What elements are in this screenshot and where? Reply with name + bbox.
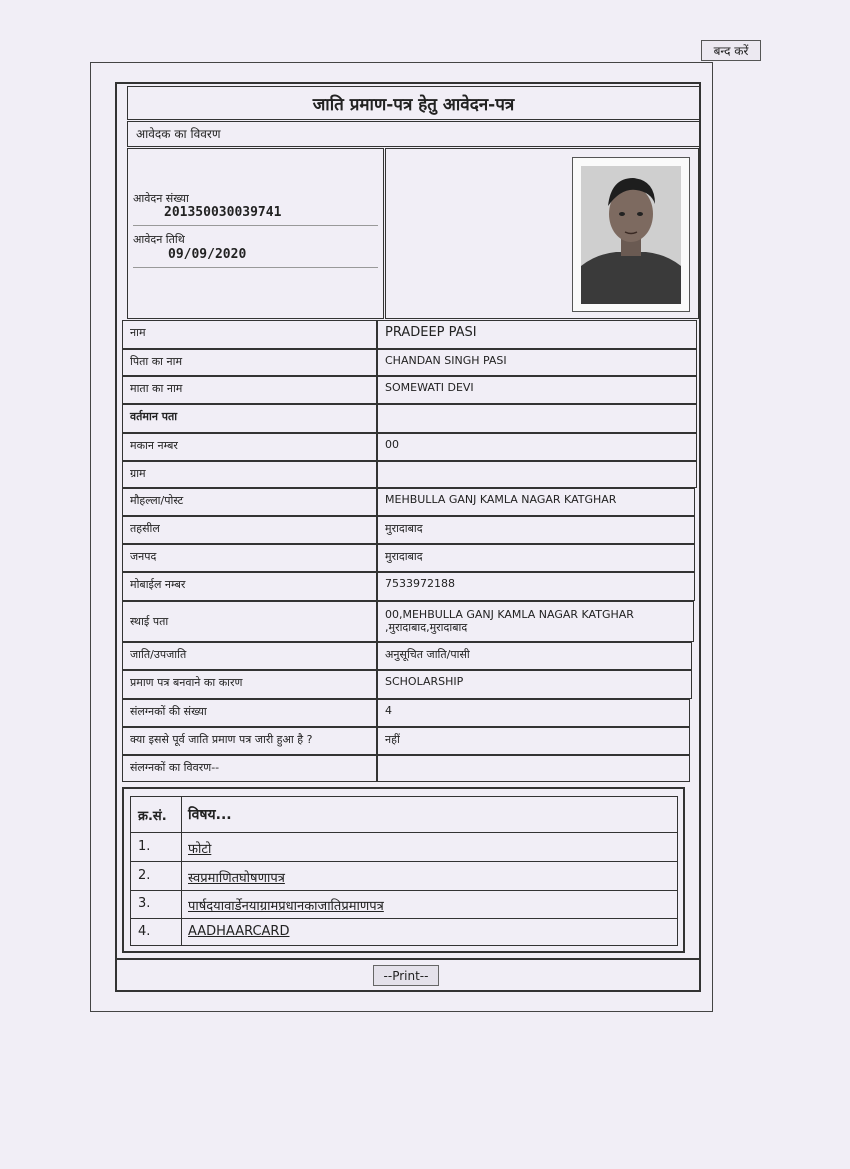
row-certificate-reason: [122, 670, 692, 699]
current-address-heading-value: [377, 404, 697, 433]
house-number-value: 00: [377, 433, 697, 461]
row-attachment-count: [122, 699, 690, 727]
house-number-label: मकान नम्बर: [122, 433, 377, 461]
village-label: ग्राम: [122, 461, 377, 488]
tehsil-value: मुरादाबाद: [377, 516, 695, 544]
column-header-subject: विषय...: [188, 807, 232, 823]
row-mobile-number: [122, 572, 695, 601]
attachment-number: 1.: [130, 833, 182, 861]
attachments-header-row: [130, 796, 678, 833]
previous-certificate-value: नहीं: [377, 727, 690, 755]
attachment-row: [130, 862, 678, 891]
certificate-reason-label: प्रमाण पत्र बनवाने का कारण: [122, 670, 377, 699]
row-district: [122, 544, 695, 572]
caste-subcaste-value: अनुसूचित जाति/पासी: [377, 642, 692, 670]
application-date-label: आवेदन तिथि: [133, 233, 185, 246]
father-name-label: पिता का नाम: [122, 349, 377, 376]
name-label: नाम: [122, 320, 377, 349]
certificate-reason-value: SCHOLARSHIP: [377, 670, 692, 699]
close-button[interactable]: बन्द करें: [701, 40, 761, 61]
row-current-address-heading: [122, 404, 697, 433]
column-header-number: क्र.सं.: [130, 796, 182, 832]
mobile-number-value: 7533972188: [377, 572, 695, 601]
page-title: जाति प्रमाण-पत्र हेतु आवेदन-पत्र: [127, 86, 700, 120]
attachment-details-heading-label: संलग्नकों का विवरण--: [122, 755, 377, 782]
attachment-count-value: 4: [377, 699, 690, 727]
application-number-value: 201350030039741: [164, 205, 282, 220]
row-previous-certificate: [122, 727, 690, 755]
attachment-subject: [182, 918, 289, 951]
name-value: PRADEEP PASI: [377, 320, 697, 349]
application-number-label: आवेदन संख्या: [133, 192, 189, 205]
permanent-address-label: स्थाई पता: [122, 601, 377, 642]
row-tehsil: [122, 516, 695, 544]
divider: [133, 267, 378, 268]
mobile-number-label: मोबाईल नम्बर: [122, 572, 377, 601]
attachment-count-label: संलग्नकों की संख्या: [122, 699, 377, 727]
attachment-link[interactable]: AADHAARCARD: [188, 924, 290, 939]
divider: [133, 225, 378, 226]
attachment-row: [130, 833, 678, 862]
applicant-photo-frame: [572, 157, 690, 312]
row-mother-name: [122, 376, 697, 404]
district-label: जनपद: [122, 544, 377, 572]
row-name: [122, 320, 697, 349]
row-house-number: [122, 433, 697, 461]
mother-name-value: SOMEWATI DEVI: [377, 376, 697, 404]
applicant-photo: [581, 166, 681, 304]
current-address-heading-label: वर्तमान पता: [122, 404, 377, 433]
row-attachment-details-heading: [122, 755, 690, 782]
previous-certificate-label: क्या इससे पूर्व जाति प्रमाण पत्र जारी हुआ है ?: [122, 727, 377, 755]
caste-subcaste-label: जाति/उपजाति: [122, 642, 377, 670]
permanent-address-value: 00,MEHBULLA GANJ KAMLA NAGAR KATGHAR ,मुरादाबाद,मुरादाबाद: [377, 601, 694, 642]
attachment-details-heading-value: [377, 755, 690, 782]
district-value: मुरादाबाद: [377, 544, 695, 572]
attachment-link[interactable]: फोटो: [188, 842, 212, 857]
application-info-box: [127, 148, 384, 319]
father-name-value: CHANDAN SINGH PASI: [377, 349, 697, 376]
attachment-link[interactable]: पार्षदयावार्डेनयाग्रामप्रधानकाजातिप्रमाणपत्र: [188, 899, 384, 914]
row-caste-subcaste: [122, 642, 692, 670]
print-button[interactable]: --Print--: [373, 965, 439, 986]
tehsil-label: तहसील: [122, 516, 377, 544]
row-mohalla-post: [122, 488, 695, 516]
attachment-link[interactable]: स्वप्रमाणितघोषणापत्र: [188, 871, 285, 886]
mohalla-post-label: मौहल्ला/पोस्ट: [122, 488, 377, 516]
attachment-number: 2.: [130, 862, 182, 890]
attachment-number: 3.: [130, 890, 182, 918]
row-village: [122, 461, 697, 488]
attachment-row: [130, 890, 678, 919]
attachment-row: [130, 918, 678, 946]
row-father-name: [122, 349, 697, 376]
application-date-value: 09/09/2020: [168, 247, 247, 262]
village-value: [377, 461, 697, 488]
mother-name-label: माता का नाम: [122, 376, 377, 404]
mohalla-post-value: MEHBULLA GANJ KAMLA NAGAR KATGHAR: [377, 488, 695, 516]
attachment-number: 4.: [130, 918, 182, 945]
row-permanent-address: [122, 601, 694, 642]
divider: [115, 958, 701, 960]
section-heading: आवेदक का विवरण: [127, 121, 700, 147]
